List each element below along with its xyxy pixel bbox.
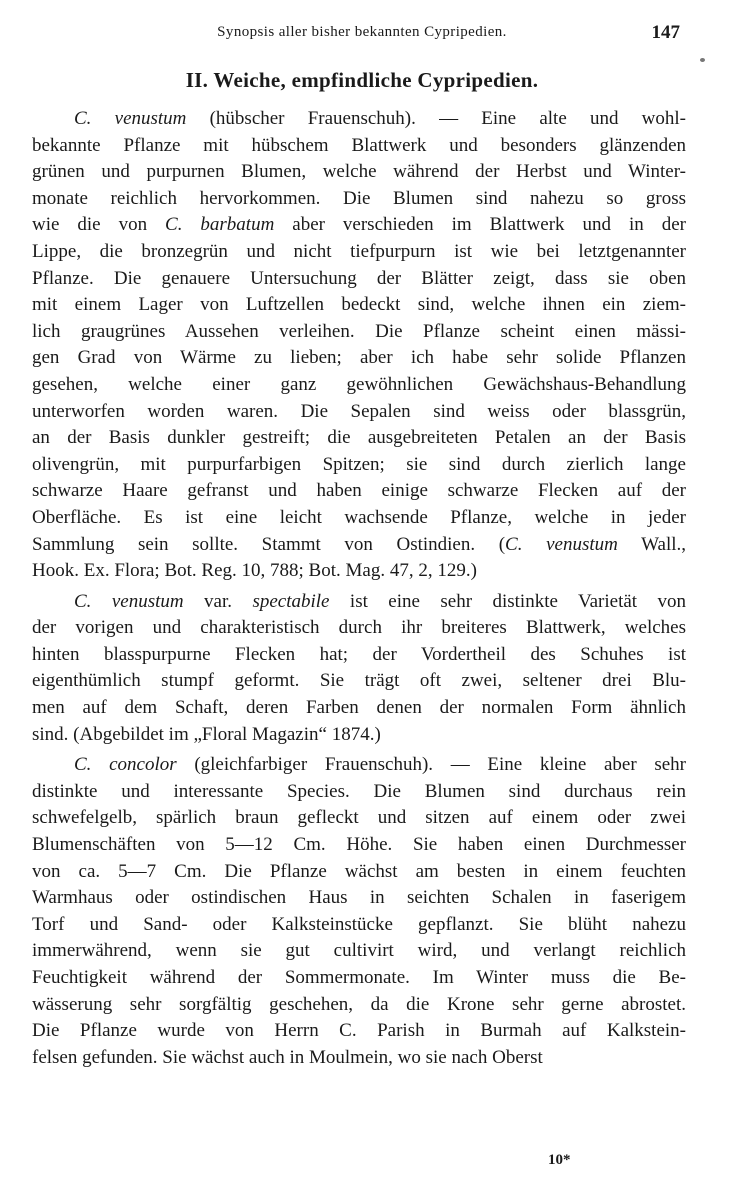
text-line xyxy=(32,779,686,806)
text-run: Lippe, die bronzegrün und nicht tiefpurpurn ist wie bei letztgenannter xyxy=(32,240,686,262)
text-line xyxy=(32,722,686,749)
text-run: distinkte und interessante Species. Die Blumen sind durchaus rein xyxy=(32,780,686,802)
text-line xyxy=(32,292,686,319)
text-run: von ca. 5—7 Cm. Die Pflanze wächst am besten in einem feuchten xyxy=(32,860,686,882)
text-line xyxy=(32,186,686,213)
text-run: Wall., xyxy=(617,533,687,555)
species-name: C. barbatum xyxy=(165,214,275,236)
text-line xyxy=(32,589,686,616)
text-line xyxy=(32,912,686,939)
text-line xyxy=(32,615,686,642)
text-run: Die Pflanze wurde von Herrn C. Parish in Burmah auf Kalkstein- xyxy=(32,1020,686,1042)
text-run: eigenthümlich stumpf geformt. Sie trägt oft zwei, seltener drei Blu- xyxy=(32,670,686,692)
text-line xyxy=(32,832,686,859)
text-run: sind. (Abgebildet im „Floral Magazin“ 1874.) xyxy=(32,723,381,745)
text-line xyxy=(32,859,686,886)
text-run: felsen gefunden. Sie wächst auch in Moulmein, wo sie nach Oberst xyxy=(32,1046,543,1068)
text-line xyxy=(32,695,686,722)
text-run: Blumenschäften von 5—12 Cm. Höhe. Sie haben einen Durchmesser xyxy=(32,834,686,856)
text-line xyxy=(32,668,686,695)
text-line xyxy=(32,1018,686,1045)
text-line xyxy=(32,372,686,399)
text-line xyxy=(32,345,686,372)
text-run: var. xyxy=(183,590,253,612)
body-text xyxy=(32,106,686,1071)
text-run: Sammlung sein sollte. Stammt von Ostindien. ( xyxy=(32,533,506,555)
text-line xyxy=(32,558,686,585)
text-run: hinten blasspurpurne Flecken hat; der Vordertheil des Schuhes ist xyxy=(32,643,686,665)
text-run: unterworfen worden waren. Die Sepalen sind weiss oder blassgrün, xyxy=(32,400,686,422)
species-name: C. concolor xyxy=(74,754,177,776)
text-run: grünen und purpurnen Blumen, welche während der Herbst und Winter- xyxy=(32,161,686,183)
text-line xyxy=(32,992,686,1019)
text-line xyxy=(32,938,686,965)
text-line xyxy=(32,425,686,452)
text-run: monate reichlich hervorkommen. Die Blumen sind nahezu so gross xyxy=(32,187,686,209)
text-run: Torf und Sand- oder Kalksteinstücke gepflanzt. Sie blüht nahezu xyxy=(32,913,686,935)
text-run: lich graugrünes Aussehen verleihen. Die Pflanze scheint einen mässi- xyxy=(32,320,686,342)
text-line xyxy=(32,752,686,779)
text-run: (hübscher Frauenschuh). — Eine alte und wohl- xyxy=(186,108,686,129)
text-line xyxy=(32,212,686,239)
text-line xyxy=(32,159,686,186)
text-run: wässerung sehr sorgfältig geschehen, da die Krone sehr gerne abrostet. xyxy=(32,993,686,1015)
text-line xyxy=(32,805,686,832)
species-name: C. venustum xyxy=(505,533,618,555)
text-run: an der Basis dunkler gestreift; die ausgebreiteten Petalen an der Basis xyxy=(32,427,686,449)
text-line xyxy=(32,319,686,346)
text-run: schwarze Haare gefranst und haben einige schwarze Flecken auf der xyxy=(32,480,686,502)
text-run: (gleichfarbiger Frauenschuh). — Eine kleine aber sehr xyxy=(176,754,686,776)
text-run: immerwährend, wenn sie gut cultivirt wird, und verlangt reichlich xyxy=(32,940,686,962)
text-run: Hook. Ex. Flora; Bot. Reg. 10, 788; Bot. Mag. 47, 2, 129.) xyxy=(32,560,477,582)
text-line xyxy=(32,399,686,426)
page-number: 147 xyxy=(651,22,680,43)
text-run: ist eine sehr distinkte Varietät von xyxy=(329,590,686,612)
text-run: bekannte Pflanze mit hübschem Blattwerk und besonders glänzenden xyxy=(32,134,686,156)
text-line xyxy=(32,642,686,669)
text-line xyxy=(32,133,686,160)
species-name: C. venustum xyxy=(74,108,187,129)
text-line xyxy=(32,452,686,479)
text-run: schwefelgelb, spärlich braun gefleckt und sitzen auf einem oder zwei xyxy=(32,807,686,829)
species-name: spectabile xyxy=(252,590,330,612)
running-head xyxy=(32,22,692,46)
ink-speck xyxy=(700,58,705,62)
text-run: men auf dem Schaft, deren Farben denen der normalen Form ähnlich xyxy=(32,697,686,719)
text-run: Warmhaus oder ostindischen Haus in seichten Schalen in faserigem xyxy=(32,887,686,909)
text-line xyxy=(32,478,686,505)
text-run: gesehen, welche einer ganz gewöhnlichen Gewächshaus-Behandlung xyxy=(32,373,686,395)
text-line xyxy=(32,239,686,266)
text-line xyxy=(32,1045,686,1072)
signature-mark: 10* xyxy=(548,1152,571,1168)
text-run: Pflanze. Die genauere Untersuchung der Blätter zeigt, dass sie oben xyxy=(32,267,686,289)
text-run: gen Grad von Wärme zu lieben; aber ich habe sehr solide Pflanzen xyxy=(32,347,686,369)
text-run: Feuchtigkeit während der Sommermonate. Im Winter muss die Be- xyxy=(32,967,686,988)
text-line xyxy=(32,885,686,912)
text-line xyxy=(32,532,686,559)
text-run: mit einem Lager von Luftzellen bedeckt sind, welche ihnen ein ziem- xyxy=(32,294,686,316)
running-title: Synopsis aller bisher bekannten Cypripedien. xyxy=(217,24,507,40)
text-run: wie die von xyxy=(32,214,166,236)
section-heading: II. Weiche, empfindliche Cypripedien. xyxy=(185,68,539,92)
text-line xyxy=(32,266,686,293)
text-run: aber verschieden im Blattwerk und in der xyxy=(274,214,686,236)
species-name: C. venustum xyxy=(74,590,184,612)
text-line xyxy=(32,965,686,992)
text-line xyxy=(32,106,686,133)
text-run: der vorigen und charakteristisch durch ihr breiteres Blattwerk, welches xyxy=(32,617,686,639)
text-line xyxy=(32,505,686,532)
text-run: Oberfläche. Es ist eine leicht wachsende Pflanze, welche in jeder xyxy=(32,506,686,528)
text-run: olivengrün, mit purpurfarbigen Spitzen; sie sind durch zierlich lange xyxy=(32,453,686,475)
